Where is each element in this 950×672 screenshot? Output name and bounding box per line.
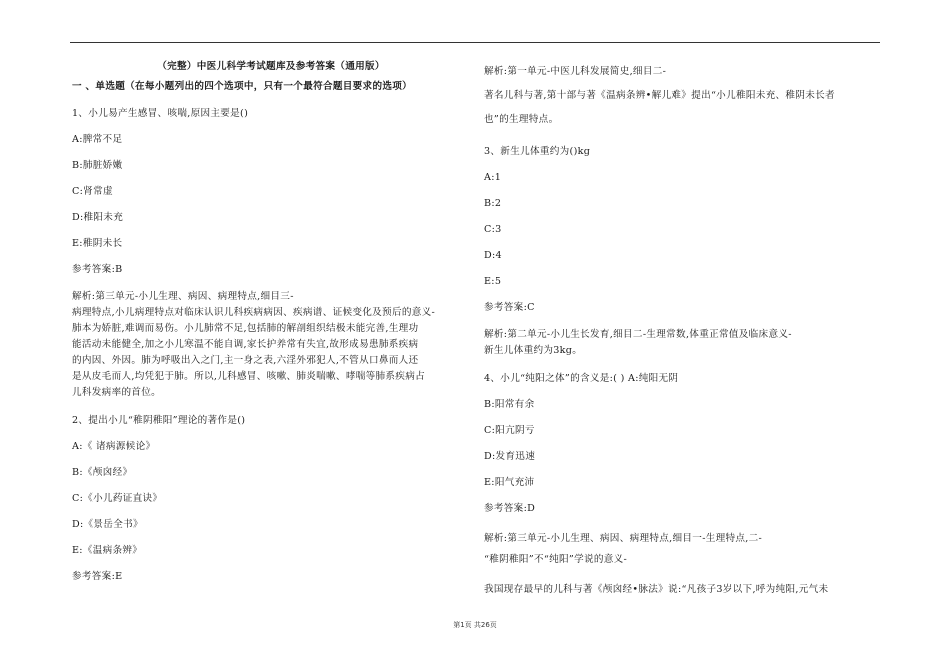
analysis-line: 著名儿科与著,第十部与著《温病条辨•解儿难》提出“小儿稚阳未充、稚阴未长者 <box>484 90 835 101</box>
option-d: D:4 <box>484 250 502 261</box>
analysis-line: “稚阴稚阳”不“纯阳”学说的意义- <box>484 554 628 565</box>
reference-answer: 参考答案:E <box>72 571 123 582</box>
question-stem: 4、小儿“纯阳之体”的含义是:( ) A:纯阳无阴 <box>484 373 679 384</box>
question-2 <box>72 414 470 583</box>
right-column <box>484 60 876 609</box>
option-d: D:稚阳未充 <box>72 212 124 223</box>
analysis-line: 解析:第二单元-小儿生长发育,细目二-生理常数,体重正常值及临床意义- <box>484 329 792 340</box>
analysis <box>484 528 876 570</box>
option-b: B:阳常有余 <box>484 399 535 410</box>
option-e: E:稚阴未长 <box>72 238 123 249</box>
option-b: B:肺脏娇嫩 <box>72 160 123 171</box>
left-column <box>72 60 470 596</box>
analysis-line: 的内因、外因。肺为呼吸出入之门,主一身之表,六淫外邪犯人,不管从口鼻而人还 <box>72 355 419 366</box>
analysis-line: 解析:第三单元-小儿生理、病因、病理特点,细目一-生理特点,二- <box>484 533 763 544</box>
option-e: E:5 <box>484 276 502 287</box>
top-rule <box>70 42 880 43</box>
analysis-line: 解析:第一单元-中医儿科发展简史,细目二- <box>484 66 667 77</box>
option-d: D:发育迅速 <box>484 451 536 462</box>
option-d: D:《景岳全书》 <box>72 519 143 530</box>
question-stem: 1、小儿易产生感冒、咳喘,原因主要是() <box>72 108 249 119</box>
option-e: E:《温病条辨》 <box>72 545 143 556</box>
option-e: E:阳气充沛 <box>484 477 535 488</box>
question-1 <box>72 107 470 401</box>
analysis-line: 肺本为娇脏,难调而易伤。小儿肺常不足,包括肺的解剖组织结极未能完善,生理功 <box>72 323 419 334</box>
page-footer: 第1页 共26页 <box>453 621 497 629</box>
analysis-line: 解析:第三单元-小儿生理、病因、病理特点,细目三- <box>72 291 294 302</box>
option-c: C:阳亢阴亏 <box>484 425 535 436</box>
option-b: B:《颅囟经》 <box>72 467 133 478</box>
reference-answer: 参考答案:C <box>484 302 535 313</box>
option-a: A:《 诸病源候论》 <box>72 441 156 452</box>
option-c: C:3 <box>484 224 502 235</box>
document-title: （完整）中医儿科学考试题库及参考答案（通用版） <box>157 61 385 72</box>
option-c: C:《小儿药证直诀》 <box>72 493 163 504</box>
analysis-line: 病理特点,小儿病理特点对临床认识儿科疾病病因、疾病谱、证候变化及预后的意义- <box>72 307 436 318</box>
analysis <box>484 327 876 359</box>
option-b: B:2 <box>484 198 502 209</box>
question-stem: 3、新生儿体重约为()kg <box>484 146 591 157</box>
analysis-line: 新生儿体重约为3kg。 <box>484 345 583 356</box>
continuation-text: 我国现存最早的儿科与著《颅囟经•脉法》说:“凡孩子3岁以下,呼为纯阳,元气未 <box>484 584 829 595</box>
analysis-line: 也”的生理特点。 <box>484 114 559 125</box>
reference-answer: 参考答案:D <box>484 503 536 514</box>
question-4 <box>484 372 876 596</box>
analysis-line: 是从皮毛而人,均凭犯于肺。所以,儿科感冒、咳嗽、肺炎喘嗽、哮喘等肺系疾病占 <box>72 371 425 382</box>
analysis <box>484 60 876 132</box>
question-3 <box>484 145 876 359</box>
analysis-line: 儿科发病率的首位。 <box>72 387 162 398</box>
section-heading: 一 、单选题（在每小题列出的四个选项中，只有一个最符合题目要求的选项） <box>72 81 413 92</box>
option-a: A:1 <box>484 172 502 183</box>
question-stem: 2、提出小儿“稚阴稚阳”理论的著作是() <box>72 415 246 426</box>
analysis-line: 能活动未能健全,加之小儿寒温不能自调,家长护养常有失宜,故形成易患肺系疾病 <box>72 339 419 350</box>
analysis <box>72 289 470 401</box>
reference-answer: 参考答案:B <box>72 264 123 275</box>
option-c: C:肾常虚 <box>72 186 113 197</box>
option-a: A:脾常不足 <box>72 134 123 145</box>
